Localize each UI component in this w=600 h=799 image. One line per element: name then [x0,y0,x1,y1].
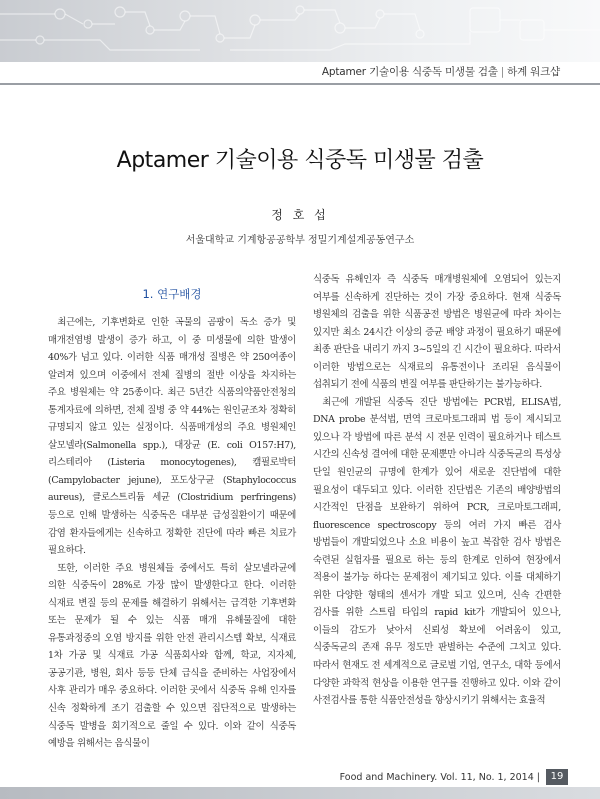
body-paragraph: 최근에 개발된 식중독 진단 방법에는 PCR법, ELISA법, DNA probe 분석법, 면역 크로마토그래피 법 등이 제시되고 있으나 각 방법에 따른 분석 시 전문 인력이 필요하거나 테스트 시간의 신속성 결여에 대한 문제뿐만 아니라 식중독균의 특성상 단일 원인균의 규명에 한계가 있어 새로운 진단법에 대한 필요성이 대두되고 있다. 이러한 진단법은 기존의 배양방법의 시간적인 단점을 보완하기 위하여 PCR, 크로마토그래피, fluorescence spectroscopy 등의 여러 가지 빠른 검사 방법들이 개발되었으나 소요 비용이 높고 복잡한 검사 방법은 숙련된 실험자를 필요로 하는 등의 한계로 인하여 현장에서 적용이 불가능 하다는 문제점이 제기되고 있다. 이를 대체하기 위한 다양한 형태의 센서가 개발 되고 있으며, 신속 간편한 검사를 위한 스트립 타입의 rapid kit가 개발되어 있으나, 이들의 감도가 낮아서 신뢰성 확보에 어려움이 있고, 식중독균의 존재 유무 정도만 판별하는 수준에 그치고 있다. 따라서 현재도 전 세계적으로 글로벌 기업, 연구소, 대학 등에서 다양한 과학적 현상을 이용한 연구를 진행하고 있다. 이와 같이 사전검사를 통한 식품안전성을 향상시키기 위해서는 효율적 [313,396,561,707]
footer-journal-citation [340,772,540,783]
running-head-separator: | [500,66,505,78]
page-number: 19 [546,769,568,785]
footer-separator: | [536,772,540,783]
section-heading: 1. 연구배경 [142,287,202,301]
author-name: 정 호 섭 [271,208,329,222]
footer-decoration-band [0,787,600,799]
left-text-column [48,314,296,753]
running-head-section: 하계 워크샵 [507,66,560,78]
header-rule [0,83,600,85]
right-text-column [313,271,561,710]
article-title: Aptamer 기술이용 식중독 미생물 검출 [116,148,484,173]
footer-journal: Food and Machinery. Vol. 11, No. 1, 2014 [339,772,534,783]
body-paragraph: 최근에는, 기후변화로 인한 곡물의 곰팡이 독소 증가 및 매개전염병 발생이 증가 하고, 이 중 미생물에 의한 발생이 40%가 넘고 있다. 이러한 식품 매개성 질병은 약 250여종이 알려져 있으며 이중에서 전체 질병의 절반 이상을 차지하는 주요 병원체는 약 25종이다. 최근 5년간 식품의약품안전청의 통계자료에 의하면, 전체 질병 중 약 44%는 원인균조차 정확히 규명되지 않고 있는 실정이다. 식품매개성의 주요 병원체인 살모넬라(Salmonella spp.), 대장균 (E. coli O157:H7), 리스테리아 (Listeria monocytogenes), 캠필로박터 (Campylobacter jejune), 포도상구균 (Staphylococcus aureus), 클로스트리듐 세균 (Clostridium perfringens) 등으로 인해 발생하는 식중독은 대부분 급성질환이기 때문에 감염 환자들에게는 신속하고 정확한 진단에 따라 빠른 치료가 필요하다. [48,317,296,557]
body-paragraph: 또한, 이러한 주요 병원체들 중에서도 특히 살모넬라균에 의한 식중독이 28%로 가장 많이 발생한다고 한다. 이러한 식재료 변질 등의 문제를 해결하기 위해서는 급격한 기후변화 또는 문제가 될 수 있는 식품 매개 유해물질에 대한 유통과정중의 오염 방지를 위한 안전 관리시스템 확보, 식재료 1차 가공 및 식재료 가공 식품회사와 함께, 학교, 지자체, 공공기관, 병원, 회사 등등 단체 급식을 준비하는 사업장에서 사후 관리가 매우 중요하다. 이러한 곳에서 식중독 유해 인자를 신속 정확하게 조기 검출할 수 있으면 집단적으로 발생하는 식중독 발병을 회기적으로 줄일 수 있다. 이와 같이 식중독 예방을 위해서는 음식물이 [48,562,296,750]
body-paragraph: 식중독 유해인자 즉 식중독 매개병원체에 오염되어 있는지 여부를 신속하게 진단하는 것이 가장 중요하다. 현재 식중독 병원체의 검출을 위한 식품공전 방법은 병원균에 따라 차이는 있지만 최소 24시간 이상의 증균 배양 과정이 필요하기 때문에 최종 판단을 내리기 까지 3~5일의 긴 시간이 필요하다. 따라서 이러한 방법으로는 식재료의 유통전이나 조리된 음식물이 섭취되기 전에 식품의 변질 여부를 판단하기는 불가능하다. [313,274,561,391]
running-head-topic: Aptamer 기술이용 식중독 미생물 검출 [321,66,498,78]
author-affiliation: 서울대학교 기계항공공학부 정밀기계설계공동연구소 [185,235,415,246]
running-head [322,64,560,79]
circuit-pattern-graphic [0,0,600,62]
header-decoration-band [0,0,600,62]
